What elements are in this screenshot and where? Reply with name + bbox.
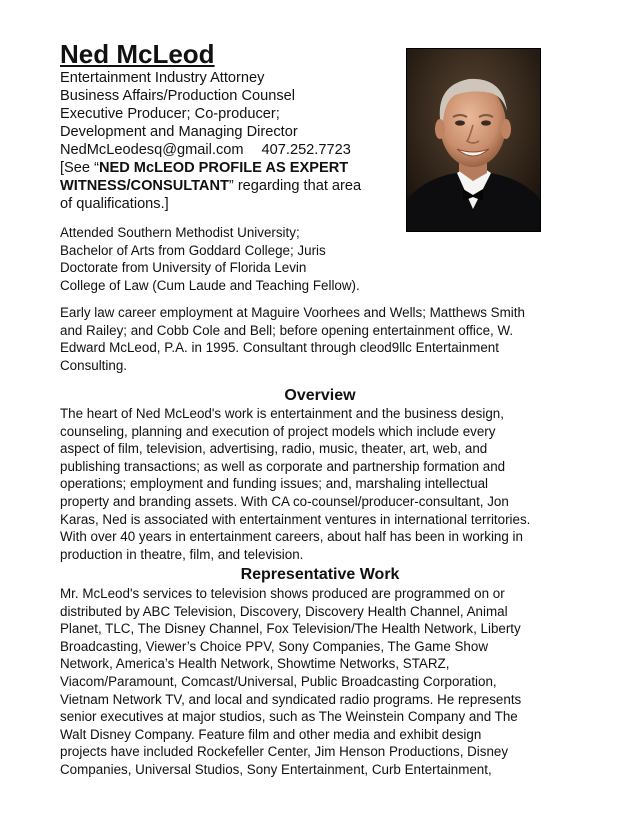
education-line: Attended Southern Methodist University; (60, 225, 300, 240)
rep-line: Viacom/Paramount, Comcast/Universal, Public Broadcasting Corporation, (60, 673, 497, 689)
contact-line (60, 141, 390, 159)
overview-line: property and branding assets. With CA co-counsel/producer-consultant, Jon (60, 493, 509, 509)
representative-work-heading: Representative Work (240, 566, 400, 583)
rep-line: senior executives at major studios, such as The Weinstein Company and The (60, 709, 518, 725)
education-line: College of Law (Cum Laude and Teaching Fellow). (60, 277, 360, 293)
rep-line: Broadcasting, Viewer’s Choice PPV, Sony Companies, The Game Show (60, 638, 488, 654)
title-line: Executive Producer; Co-producer; (60, 106, 280, 122)
education-line: Doctorate from University of Florida Levin (60, 260, 307, 276)
early-career-line: Early law career employment at Maguire Voorhees and Wells; Matthews Smith (60, 305, 525, 320)
title-line: Entertainment Industry Attorney (60, 70, 265, 86)
see-bold-2: WITNESS/CONSULTANT (60, 178, 229, 194)
representative-work-body (60, 585, 580, 779)
overview-line: publishing transactions; as well as corporate and partnership formation and (60, 458, 506, 474)
rep-line: Planet, TLC, The Disney Channel, Fox Television/The Health Network, Liberty (60, 621, 521, 637)
rep-line: projects have included Rockefeller Center, Jim Henson Productions, Disney (60, 744, 509, 760)
see-note-line-2 (60, 177, 390, 195)
see-note-line-1 (60, 159, 390, 177)
overview-line: The heart of Ned McLeod's work is entertainment and the business design, (60, 406, 504, 421)
person-name: Ned McLeod (60, 39, 215, 69)
titles-block (60, 69, 390, 213)
rep-line: Mr. McLeod's services to television shows produced are programmed on or (60, 586, 505, 601)
overview-line: With over 40 years in entertainment careers, about half has been in working in (60, 529, 523, 545)
portrait-illustration (407, 49, 540, 231)
education-block (60, 224, 400, 294)
rep-line: Walt Disney Company. Feature film and other media and exhibit design (60, 726, 482, 742)
rep-line: Vietnam Network TV, and local and syndicated radio programs. He represents (60, 691, 522, 707)
rep-line: distributed by ABC Television, Discovery, Discovery Health Channel, Animal (60, 603, 508, 619)
portrait-photo (406, 48, 541, 232)
early-career-block (60, 304, 580, 374)
overview-body (60, 405, 580, 563)
early-career-line: Edward McLeod, P.A. in 1995. Consultant through cleod9llc Entertainment (60, 340, 499, 356)
phone-number: 407.252.7723 (261, 142, 351, 158)
title-line: Business Affairs/Production Counsel (60, 88, 295, 104)
see-note-line-3: of qualifications.] (60, 196, 169, 212)
overview-line: counseling, planning and execution of project models which include every (60, 423, 496, 439)
see-prefix: [See “ (60, 160, 99, 176)
early-career-line: Consulting. (60, 357, 127, 373)
overview-line: Karas, Ned is associated with entertainment ventures in international territories. (60, 511, 531, 527)
email-link[interactable]: NedMcLeodesq@gmail.com (60, 142, 244, 158)
rep-line: Network, America’s Health Network, Showtime Networks, STARZ, (60, 656, 450, 672)
see-suffix: ” regarding that area (228, 178, 362, 194)
rep-line: Companies, Universal Studios, Sony Entertainment, Curb Entertainment, (60, 761, 492, 777)
title-line: Development and Managing Director (60, 124, 298, 140)
early-career-line: and Railey; and Cobb Cole and Bell; before opening entertainment office, W. (60, 322, 514, 338)
overview-heading: Overview (284, 387, 356, 404)
see-bold-1: NED McLEOD PROFILE AS EXPERT (98, 160, 349, 176)
overview-line: operations; employment and funding issues; and, marshaling intellectual (60, 476, 489, 492)
overview-line: aspect of film, television, advertising, radio, music, theater, art, web, and (60, 441, 488, 457)
education-line: Bachelor of Arts from Goddard College; Juris (60, 242, 326, 258)
overview-line: production in theatre, film, and television. (60, 546, 304, 562)
